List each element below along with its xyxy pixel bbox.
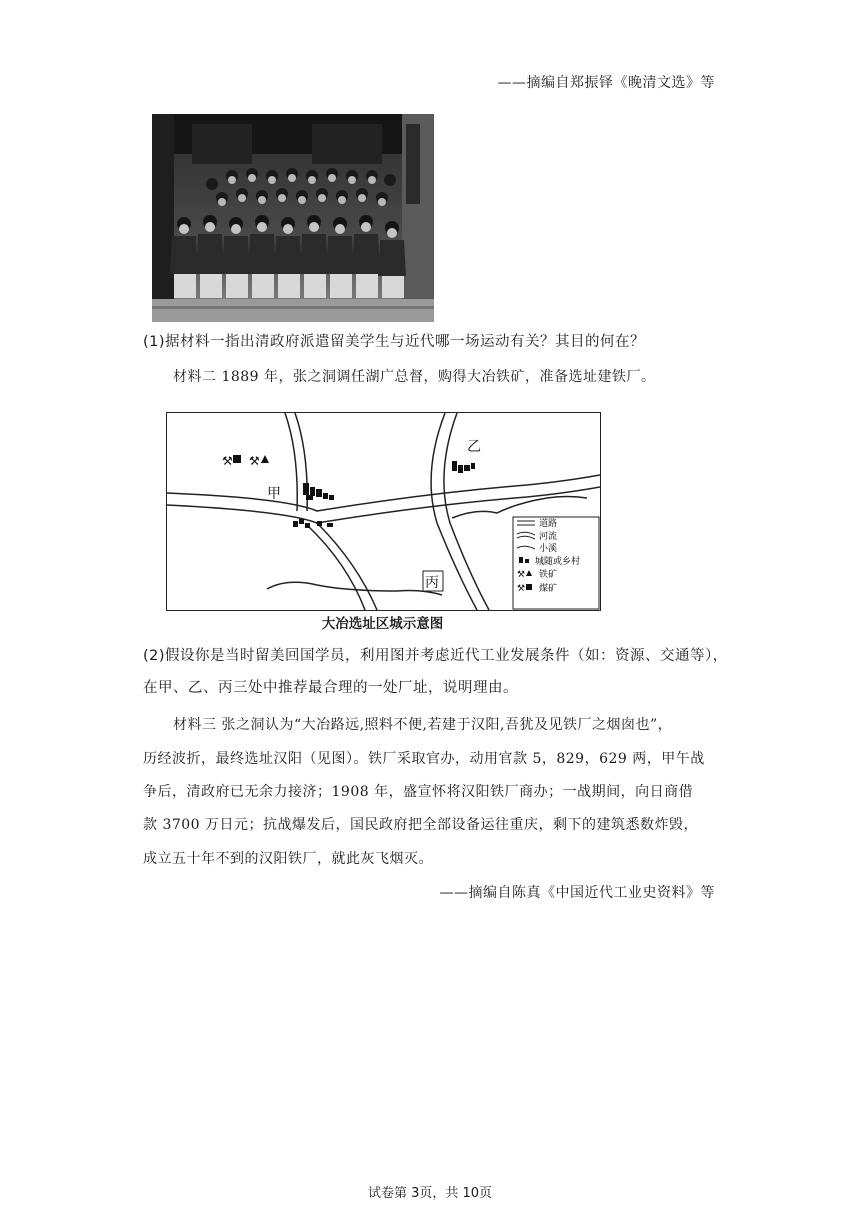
town-jia xyxy=(303,483,334,500)
svg-text:⚒: ⚒ xyxy=(222,454,233,468)
map-legend xyxy=(513,517,599,609)
question-2-line-2: 在甲、乙、丙三处中推荐最合理的一处厂址，说明理由。 xyxy=(143,680,518,696)
stream-bottom xyxy=(267,582,442,595)
legend-coal-mine: 煤矿 xyxy=(539,584,558,594)
students-group-photo xyxy=(152,114,434,322)
legend-iron-mine: 铁矿 xyxy=(539,570,558,580)
material-3-line-2: 历经波折，最终选址汉阳（见图）。铁厂采取官办，动用官款 5，829，629 两，甲午战 xyxy=(143,751,705,767)
material-3-line-5: 成立五十年不到的汉阳铁厂，就此灰飞烟灭。 xyxy=(143,851,433,867)
map-graphic xyxy=(167,413,600,610)
site-label-bing: 丙 xyxy=(425,575,439,591)
road-north-a xyxy=(285,413,297,511)
map-caption: 大冶选址区城示意图 xyxy=(321,616,444,632)
site-selection-map xyxy=(166,412,601,611)
site-label-jia: 甲 xyxy=(267,486,281,502)
question-1: (1)据材料一指出清政府派遣留美学生与近代哪一场运动有关？其目的何在？ xyxy=(143,334,646,350)
road-south-b xyxy=(307,525,365,610)
svg-text:⚒: ⚒ xyxy=(517,584,526,594)
material-3-line-4: 款 3700 万日元；抗战爆发后，国民政府把全部设备运往重庆，剩下的建筑悉数炸毁， xyxy=(143,817,699,833)
source-citation-1: ——摘编自郑振铎《晚清文选》等 xyxy=(497,75,715,91)
source-citation-2: ——摘编自陈真《中国近代工业史资料》等 xyxy=(439,885,715,901)
material-3-line-1: 材料三 张之洞认为“大冶路远,照料不便,若建于汉阳,吾犹及见铁厂之烟囱也”， xyxy=(173,717,673,733)
legend-road: 道路 xyxy=(539,519,558,529)
question-2-line-1: (2)假设你是当时留美回国学员，利用图并考虑近代工业发展条件（如：资源、交通等）， xyxy=(143,648,728,664)
stream-right xyxy=(452,497,587,519)
mine-symbols xyxy=(222,454,269,468)
road-south-a xyxy=(317,523,377,610)
legend-river: 河流 xyxy=(539,532,558,542)
photo-graphic xyxy=(152,114,434,322)
road-main-top xyxy=(167,475,600,511)
site-label-yi: 乙 xyxy=(467,439,481,455)
town-yi xyxy=(452,461,475,473)
material-3-line-3: 争后，清政府已无余力接济；1908 年，盛宣怀将汉阳铁厂商办；一战期间，向日商借 xyxy=(143,784,694,800)
legend-stream: 小溪 xyxy=(539,544,558,554)
page-footer: 试卷第 3页，共 10页 xyxy=(367,1186,493,1201)
svg-text:⚒: ⚒ xyxy=(249,454,260,468)
svg-text:⚒: ⚒ xyxy=(517,570,526,580)
village-south xyxy=(293,519,333,528)
material-2: 材料二 1889 年，张之洞调任湖广总督，购得大冶铁矿，准备选址建铁厂。 xyxy=(173,369,656,385)
legend-town: 城随或乡村 xyxy=(535,557,581,567)
